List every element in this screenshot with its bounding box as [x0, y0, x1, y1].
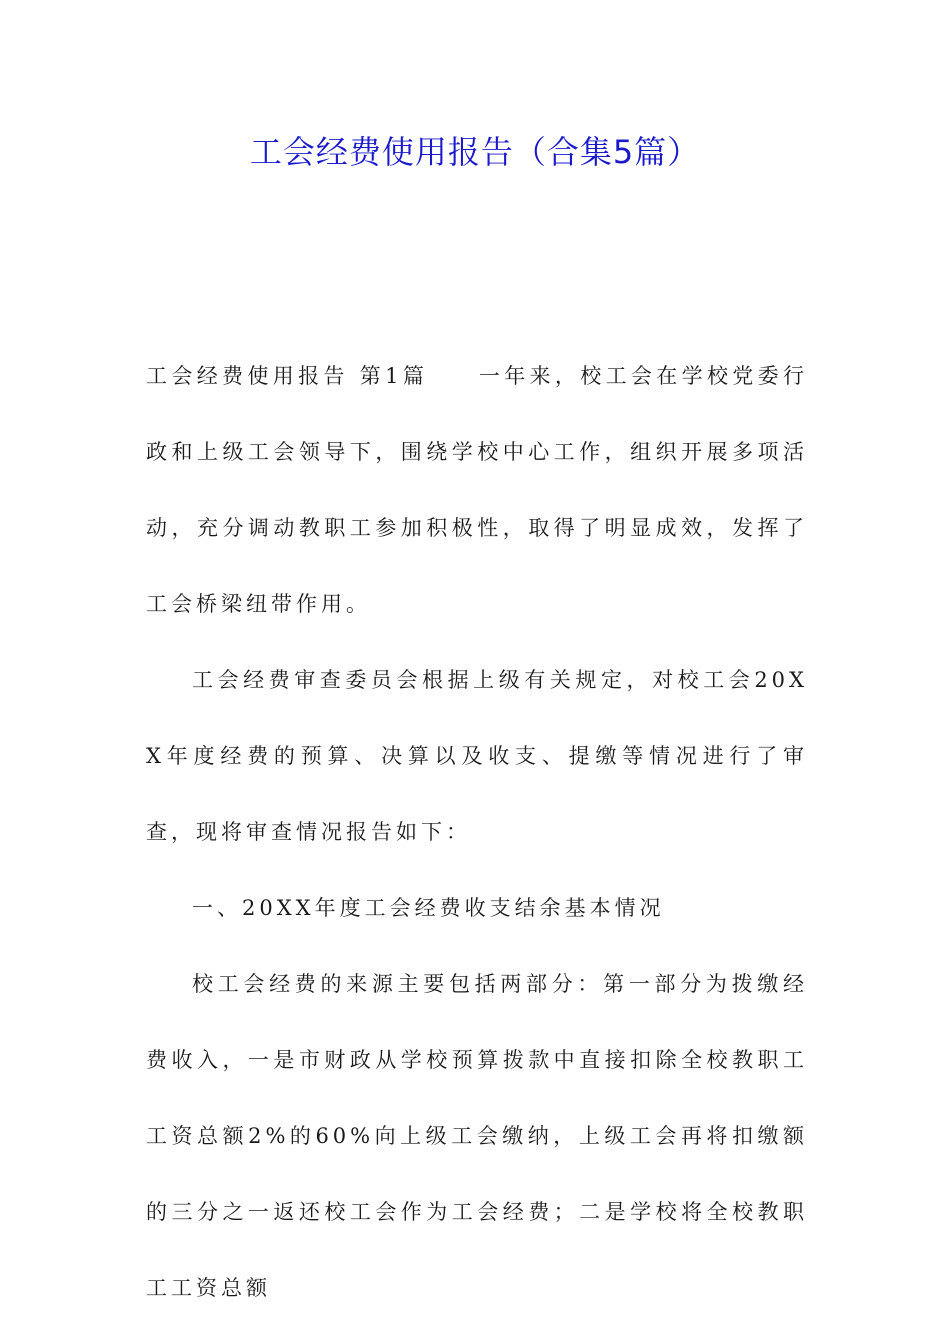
document-body: [146, 338, 808, 1326]
document-title: 工会经费使用报告（合集5篇）: [249, 133, 701, 171]
paragraph-1: 工会经费使用报告 第1篇 一年来，校工会在学校党委行政和上级工会领导下，围绕学校中心工作，组织开展多项活动，充分调动教职工参加积极性，取得了明显成效，发挥了工会桥梁纽带作用。: [146, 364, 808, 616]
paragraph-2: 工会经费审查委员会根据上级有关规定，对校工会20XX年度经费的预算、决算以及收支、提缴等情况进行了审查，现将审查情况报告如下：: [146, 668, 808, 844]
section-heading-1: 一、20XX年度工会经费收支结余基本情况: [192, 896, 665, 920]
paragraph-3: 校工会经费的来源主要包括两部分：第一部分为拨缴经费收入，一是市财政从学校预算拨款中直接扣除全校教职工工资总额2%的60%向上级工会缴纳，上级工会再将扣缴额的三分之一返还校工会作为工会经费；二是学校将全校教职工工资总额: [146, 972, 808, 1300]
